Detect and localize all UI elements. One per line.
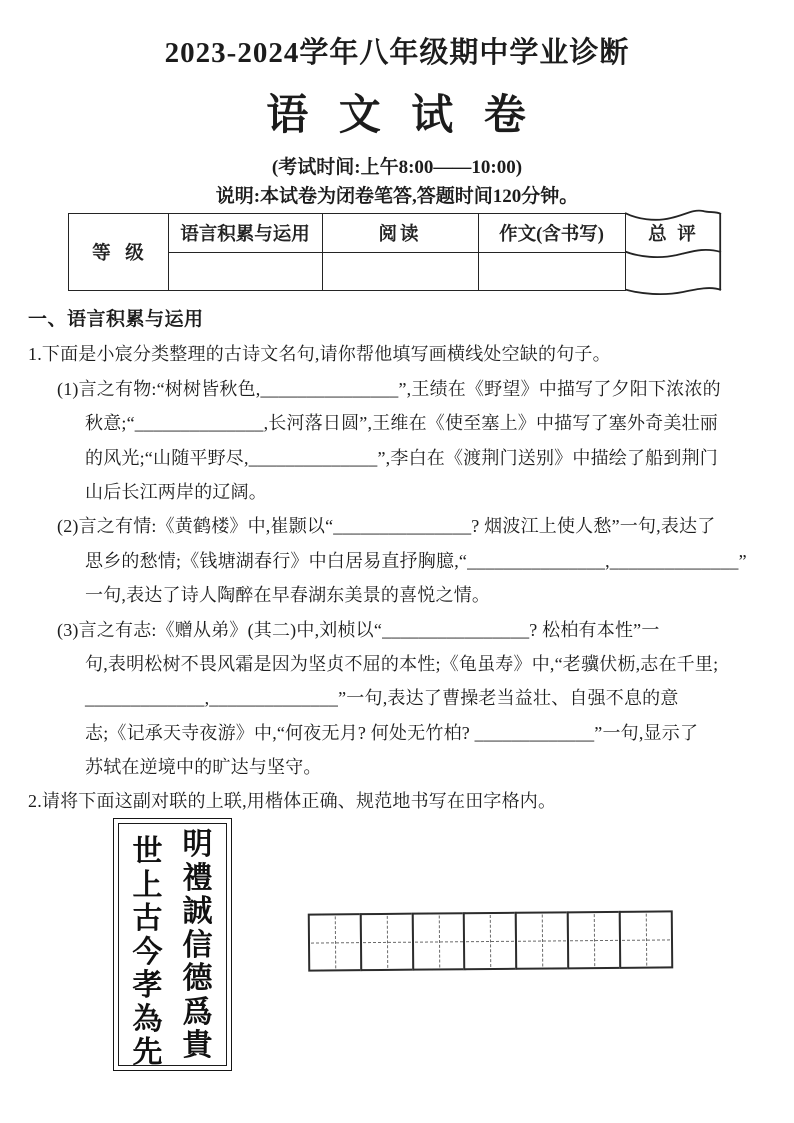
tian-cell: [411, 912, 466, 970]
tian-cell: [360, 913, 415, 971]
item-line: 一句,表达了诗人陶醉在早春湖东美景的喜悦之情。: [85, 585, 491, 606]
section-heading: 一、语言积累与运用: [28, 309, 204, 330]
section-language-accumulation: [0, 303, 794, 819]
question-2-text: 2.请将下面这副对联的上联,用楷体正确、规范地书写在田字格内。: [28, 791, 557, 812]
tian-cell: [619, 910, 674, 968]
question-1-intro: 1.下面是小宸分类整理的古诗文名句,请你帮他填写画横线处空缺的句子。: [28, 344, 611, 365]
item-line: _____________,______________”一句,表达了曹操老当益壮、自强不息的意: [85, 688, 679, 709]
subject-title: 语 文 试 卷: [266, 93, 528, 139]
tian-cell: [567, 911, 622, 969]
tian-cell: [463, 912, 518, 970]
page-title: 2023-2024学年八年级期中学业诊断: [164, 37, 630, 69]
item-line: 苏轼在逆境中的旷达与坚守。: [85, 757, 322, 778]
item-line: (3)言之有志:《赠从弟》(其二)中,刘桢以“________________? 松柏有本性”一: [57, 619, 660, 640]
item-line: 的风光;“山随平野尽,______________”,李白在《渡荆门送别》中描绘了船到荆门: [85, 447, 718, 468]
item-line: (2)言之有情:《黄鹤楼》中,崔颢以“_______________? 烟波江上使人愁”一句,表达了: [57, 516, 716, 537]
grade-table-header-total: 总 评: [648, 224, 696, 245]
exam-time: (考试时间:上午8:00——10:00): [271, 157, 523, 178]
question-1-item-1: [0, 372, 794, 510]
item-line: 志;《记承天寺夜游》中,“何夜无月? 何处无竹柏? _____________”一句,显示了: [85, 722, 699, 743]
tian-cell: [515, 911, 570, 969]
grade-table-row-header: 等 级: [92, 244, 144, 264]
item-line: 思乡的愁情;《钱塘湖春行》中白居易直抒胸臆,“_______________,______________”: [85, 550, 747, 571]
grade-table-header-composition: 作文(含书写): [499, 224, 604, 245]
writing-grid: [308, 910, 673, 971]
grade-table-header-reading: 阅读: [378, 224, 422, 245]
couplet-column-left: 世上古今孝為先: [132, 835, 163, 1069]
couplet-column-right: 明禮誠信德爲貴: [182, 828, 213, 1062]
question-1-item-2: [0, 509, 794, 612]
grade-table-header-accumulation: 语言积累与运用: [180, 224, 310, 245]
item-line: (1)言之有物:“树树皆秋色,_______________”,王绩在《野望》中描写了夕阳下浓浓的: [57, 378, 721, 399]
item-line: 秋意;“______________,长河落日圆”,王维在《使至塞上》中描写了塞外奇美壮丽: [85, 413, 718, 434]
grade-table: [68, 213, 720, 291]
tian-cell: [308, 913, 363, 971]
item-line: 山后长江两岸的辽阔。: [85, 481, 267, 502]
exam-instructions: 说明:本试卷为闭卷笔答,答题时间120分钟。: [215, 186, 579, 207]
item-line: 句,表明松树不畏风霜是因为坚贞不屈的本性;《龟虽寿》中,“老骥伏枥,志在千里;: [85, 653, 719, 674]
couplet-box: [113, 818, 232, 1071]
question-1-item-3: [0, 613, 794, 785]
